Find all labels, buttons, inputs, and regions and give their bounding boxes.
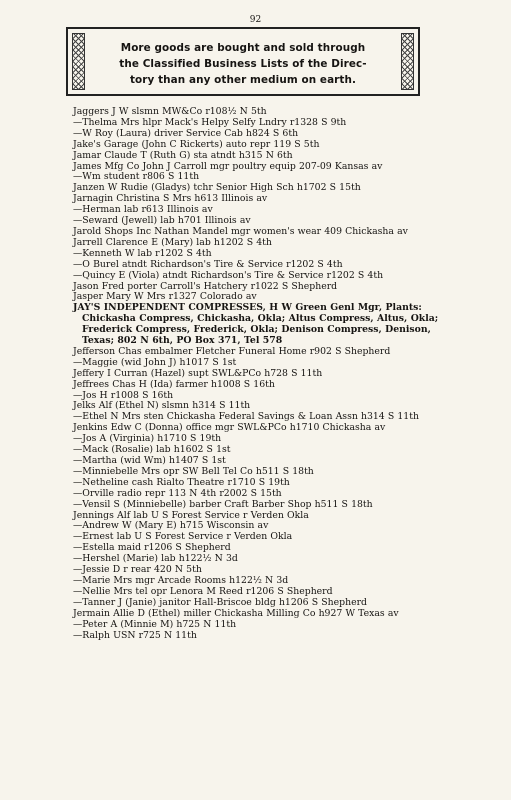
listing-entry: —Tanner J (Janie) janitor Hall-Briscoe bldg h1206 S Shepherd (73, 596, 367, 608)
listing-entry: Jake's Garage (John C Rickerts) auto repr 119 S 5th (73, 138, 320, 150)
listing-entry: —Martha (wid Wm) h1407 S 1st (73, 455, 226, 466)
listing-entry: —Herman lab r613 Illinois av (73, 204, 213, 216)
listing-entry: —Andrew W (Mary E) h715 Wisconsin av (73, 520, 269, 532)
advertisement-text (94, 41, 392, 88)
listing-entry: —Orville radio repr 113 N 4th r2002 S 15th (73, 487, 282, 499)
listing-entry: —Maggie (wid John J) h1017 S 1st (73, 356, 237, 368)
listing-entry: Jamar Claude T (Ruth G) sta atndt h315 N 6th (73, 149, 293, 161)
listing-entry: Jelks Alf (Ethel N) slsmn h314 S 11th (73, 400, 251, 412)
listing-entry: Jarold Shops Inc Nathan Mandel mgr women's wear 409 Chickasha av (73, 225, 408, 237)
listing-entry: —Ralph USN r725 N 11th (73, 629, 197, 641)
page-number: 92 (249, 15, 262, 25)
ad-line: the Classified Business Lists of the Direc- (119, 57, 367, 70)
listing-entry: —Ernest lab U S Forest Service r Verden Okla (73, 531, 293, 543)
directory-listings (73, 107, 453, 641)
listing-entry: Jasper Mary W Mrs r1327 Colorado av (73, 291, 257, 303)
listing-entry: —Seward (Jewell) lab h701 Illinois av (73, 215, 251, 227)
listing-entry: Jenkins Edw C (Donna) office mgr SWL&PCo h1710 Chickasha av (73, 422, 386, 434)
listing-entry: —Wm student r806 S 11th (73, 171, 200, 183)
ad-line: tory than any other medium on earth. (129, 73, 357, 86)
listing-entry: James Mfg Co John J Carroll mgr poultry equip 207-09 Kansas av (73, 160, 383, 172)
listing-entry: —Estella maid r1206 S Shepherd (73, 542, 231, 554)
listing-entry: —Thelma Mrs hlpr Mack's Helpy Selfy Lndry r1328 S 9th (73, 116, 347, 128)
listing-entry: —Jos H r1008 S 16th (73, 389, 174, 401)
listing-entry: —Mack (Rosalie) lab h1602 S 1st (73, 444, 231, 456)
listing-entry: —O Burel atndt Richardson's Tire & Service r1202 S 4th (73, 258, 343, 270)
listing-entry-featured: JAY'S INDEPENDENT COMPRESSES, H W Green Genl Mgr, Plants: Chickasha Compress, Chickasha, Okla; Altus Compress, Altus, Okla; Frederick Compress, Frederick, Okla; Denison Compress, Denison, Texas; 802 N 6th, PO Box 371, Tel 578 (73, 302, 439, 347)
listing-entry: Jarrell Clarence E (Mary) lab h1202 S 4th (73, 236, 272, 248)
listing-entry: —Vensil S (Minniebelle) barber Craft Barber Shop h511 S 18th (73, 498, 373, 510)
listing-entry: —Ethel N Mrs sten Chickasha Federal Savings & Loan Assn h314 S 11th (73, 411, 419, 423)
listing-entry: Janzen W Rudie (Gladys) tchr Senior High Sch h1702 S 15th (73, 182, 361, 194)
advertisement-box (66, 27, 420, 96)
listing-entry: —Minniebelle Mrs opr SW Bell Tel Co h511 S 18th (73, 465, 314, 477)
listing-entry: —Quincy E (Viola) atndt Richardson's Tire & Service r1202 S 4th (73, 269, 384, 281)
listing-entry: Jaggers J W slsmn MW&Co r108½ N 5th (73, 106, 267, 117)
listing-entry: Jason Fred porter Carroll's Hatchery r1022 S Shepherd (73, 280, 338, 292)
listing-entry: —Peter A (Minnie M) h725 N 11th (73, 618, 237, 630)
listing-entry: Jermain Allie D (Ethel) miller Chickasha Milling Co h927 W Texas av (73, 607, 399, 619)
listing-entry: —Jessie D r rear 420 N 5th (73, 564, 202, 576)
listing-entry: Jennings Alf lab U S Forest Service r Verden Okla (73, 509, 309, 521)
listing-entry: —Kenneth W lab r1202 S 4th (73, 247, 212, 259)
listing-entry: —Hershel (Marie) lab h122½ N 3d (73, 553, 238, 565)
ad-decorative-border-right (401, 33, 414, 90)
listing-entry: —Jos A (Virginia) h1710 S 19th (73, 433, 222, 445)
listing-entry: —Marie Mrs mgr Arcade Rooms h122½ N 3d (73, 574, 289, 586)
listing-entry: Jarnagin Christina S Mrs h613 Illinois av (73, 193, 268, 205)
listing-entry: Jeffery I Curran (Hazel) supt SWL&PCo h728 S 11th (73, 367, 323, 379)
ad-decorative-border-left (72, 33, 85, 90)
listing-entry: —Nellie Mrs tel opr Lenora M Reed r1206 S Shepherd (73, 585, 333, 597)
listing-entry: Jeffrees Chas H (Ida) farmer h1008 S 16th (73, 378, 275, 390)
listing-entry: —Netheline cash Rialto Theatre r1710 S 19th (73, 476, 290, 488)
listing-entry: —W Roy (Laura) driver Service Cab h824 S 6th (73, 127, 299, 139)
ad-line: More goods are bought and sold through (120, 42, 366, 54)
listing-entry: Jefferson Chas embalmer Fletcher Funeral Home r902 S Shepherd (73, 345, 391, 357)
